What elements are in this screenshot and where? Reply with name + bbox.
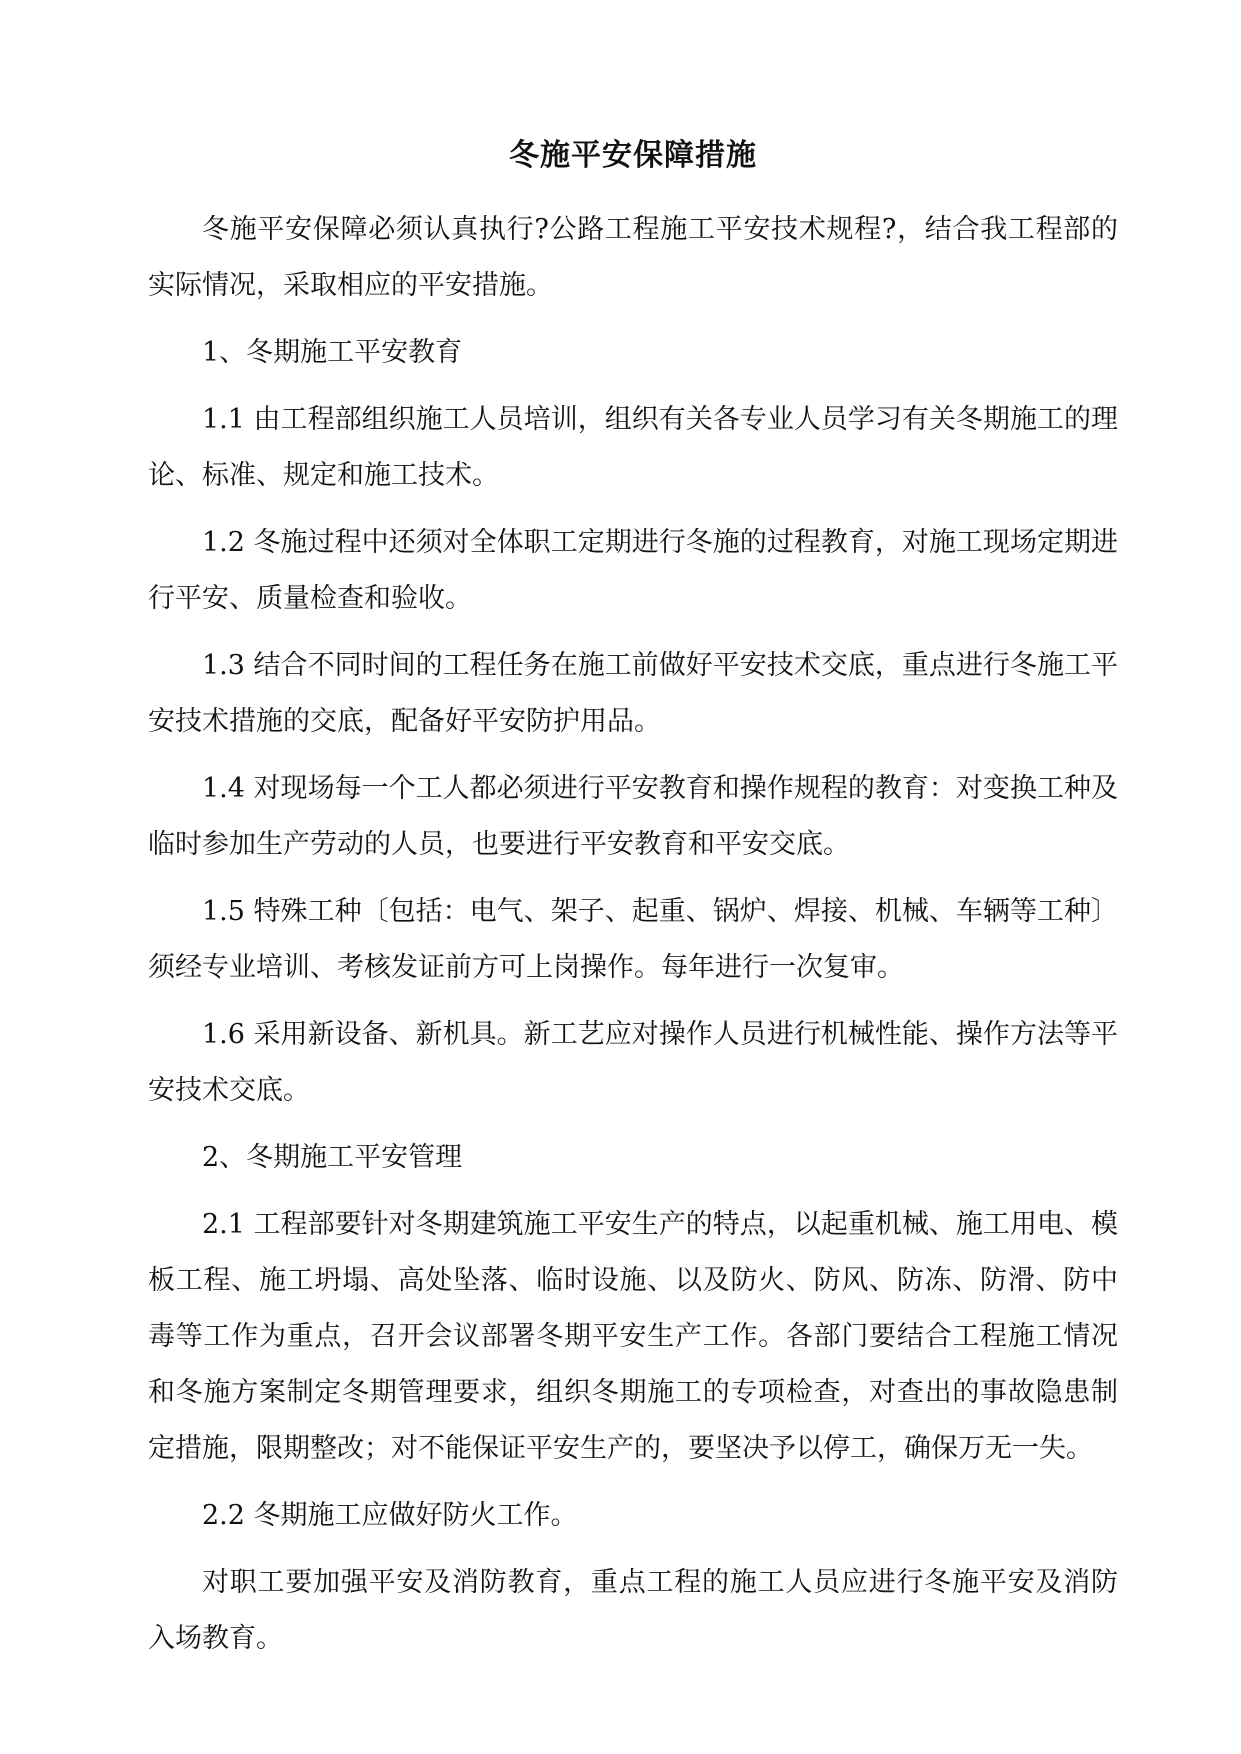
document-body bbox=[148, 202, 1118, 1678]
paragraph-fire-education: 对职工要加强平安及消防教育，重点工程的施工人员应进行冬施平安及消防入场教育。 bbox=[148, 1567, 1118, 1654]
section-heading-2: 2、冬期施工平安管理 bbox=[202, 1142, 463, 1173]
paragraph-1-1: 1.1 由工程部组织施工人员培训，组织有关各专业人员学习有关冬期施工的理论、标准、规定和施工技术。 bbox=[148, 404, 1118, 491]
paragraph-1-3: 1.3 结合不同时间的工程任务在施工前做好平安技术交底，重点进行冬施工平安技术措施的交底，配备好平安防护用品。 bbox=[148, 650, 1118, 737]
paragraph-1-4: 1.4 对现场每一个工人都必须进行平安教育和操作规程的教育：对变换工种及临时参加生产劳动的人员，也要进行平安教育和平安交底。 bbox=[148, 773, 1118, 860]
paragraph-1-5: 1.5 特殊工种〔包括：电气、架子、起重、锅炉、焊接、机械、车辆等工种〕须经专业培训、考核发证前方可上岗操作。每年进行一次复审。 bbox=[148, 896, 1118, 983]
paragraph-2-2: 2.2 冬期施工应做好防火工作。 bbox=[202, 1500, 578, 1531]
paragraph-intro: 冬施平安保障必须认真执行?公路工程施工平安技术规程?，结合我工程部的实际情况，采取相应的平安措施。 bbox=[148, 214, 1118, 301]
section-heading-1: 1、冬期施工平安教育 bbox=[202, 337, 463, 368]
document-title: 冬施平安保障措施 bbox=[509, 138, 757, 173]
paragraph-1-6: 1.6 采用新设备、新机具。新工艺应对操作人员进行机械性能、操作方法等平安技术交底。 bbox=[148, 1019, 1118, 1106]
paragraph-2-1: 2.1 工程部要针对冬期建筑施工平安生产的特点，以起重机械、施工用电、模板工程、施工坍塌、高处坠落、临时设施、以及防火、防风、防冻、防滑、防中毒等工作为重点，召开会议部署冬期平安生产工作。各部门要结合工程施工情况和冬施方案制定冬期管理要求，组织冬期施工的专项检查，对查出的事故隐患制定措施，限期整改；对不能保证平安生产的，要坚决予以停工，确保万无一失。 bbox=[148, 1209, 1118, 1464]
paragraph-1-2: 1.2 冬施过程中还须对全体职工定期进行冬施的过程教育，对施工现场定期进行平安、质量检查和验收。 bbox=[148, 527, 1118, 614]
